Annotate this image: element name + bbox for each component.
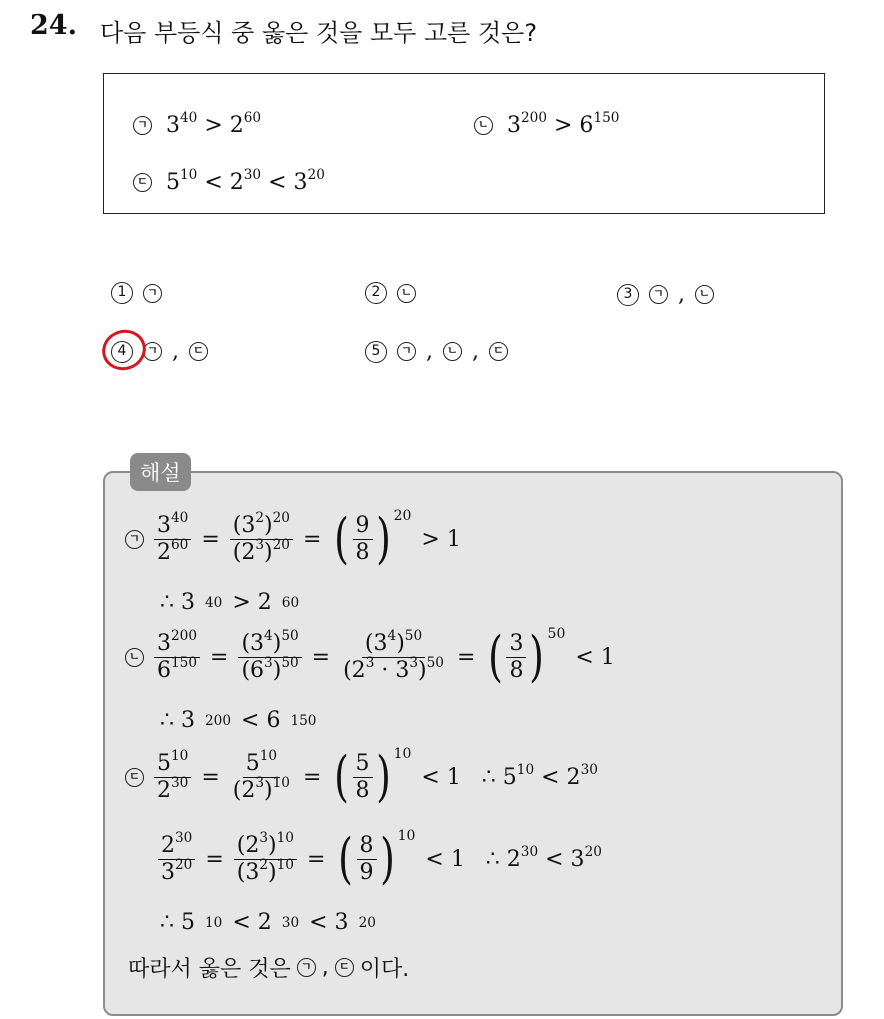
solution-c-2: $\frac{2^{30}}{3^{20}}$ = $\frac{(2^3)^{10}}{(3^2)^{10}}$ = ( $\frac{8}{9}$ ) 10 < 1 ∴ $2^{30} < 3^{20}$ xyxy=(158,832,602,886)
question-number: 24. xyxy=(30,10,77,41)
mark-icon: ㄷ xyxy=(189,342,208,361)
solution-a: ㄱ $\frac{3^{40}}{2^{60}}$ = $\frac{(3^2)^{20}}{(2^3)^{20}}$ = ( $\frac{9}{8}$ ) 20 > 1 xyxy=(125,512,461,566)
statement-b-mark: ㄴ xyxy=(474,116,493,135)
statement-c-expr: $5^{10} < 2^{30} < 3^{20}$ xyxy=(166,166,325,195)
solution-final: 따라서 옳은 것은 ㄱ , ㄷ 이다. xyxy=(128,952,409,983)
statement-a-mark: ㄱ xyxy=(133,116,152,135)
answer-red-circle xyxy=(97,324,151,376)
mark-icon: ㄱ xyxy=(125,530,144,549)
mark-icon: ㄱ xyxy=(649,285,668,304)
option-number: 2 xyxy=(365,282,387,304)
statement-b-expr: $3^{200} > 6^{150}$ xyxy=(507,109,620,138)
option-5[interactable]: 5 ㄱ , ㄴ , ㄷ xyxy=(365,339,508,364)
final-suffix: 이다. xyxy=(359,957,410,982)
option-3[interactable]: 3 ㄱ , ㄴ xyxy=(617,282,714,307)
option-number: 1 xyxy=(111,282,133,304)
option-number: 5 xyxy=(365,341,387,363)
mark-icon: ㄱ xyxy=(143,284,162,303)
option-1[interactable] xyxy=(111,282,162,304)
statement-c-mark: ㄷ xyxy=(133,173,152,192)
solution-tag: 해설 xyxy=(130,453,191,491)
solution-c-1: ㄷ $\frac{5^{10}}{2^{30}}$ = $\frac{5^{10}}{(2^3)^{10}}$ = ( $\frac{5}{8}$ ) 10 < 1 ∴ $5^{10} < 2^{30}$ xyxy=(125,750,598,804)
mark-icon: ㄱ xyxy=(297,958,316,977)
mark-icon: ㄴ xyxy=(397,284,416,303)
option-number: 3 xyxy=(617,284,639,306)
statement-a-expr: $3^{40} > 2^{60}$ xyxy=(166,109,262,138)
mark-icon: ㄴ xyxy=(695,285,714,304)
solution-c-conclusion: ∴ 5 10 < 2 30 < 3 20 xyxy=(160,910,376,935)
statement-c xyxy=(133,166,325,195)
solution-b: ㄴ $\frac{3^{200}}{6^{150}}$ = $\frac{(3^4)^{50}}{(6^3)^{50}}$ = $\frac{(3^4)^{50}}{(2^3 \cdot 3^3)^{50}}$ = ( $\frac{3}{8}$ ) 50 < 1 xyxy=(125,630,615,684)
question-text: 다음 부등식 중 옳은 것을 모두 고른 것은? xyxy=(100,19,538,47)
option-4[interactable]: 4 ㄱ , ㄷ xyxy=(111,339,208,364)
mark-icon: ㄱ xyxy=(397,342,416,361)
mark-icon: ㄴ xyxy=(443,342,462,361)
option-number: 4 xyxy=(111,341,133,363)
solution-a-conclusion: ∴ 3 40 > 2 60 xyxy=(160,590,300,615)
solution-b-conclusion: ∴ 3 200 < 6 150 xyxy=(160,708,317,733)
mark-icon: ㄷ xyxy=(125,768,144,787)
mark-icon: ㄴ xyxy=(125,648,144,667)
mark-icon: ㄷ xyxy=(489,342,508,361)
final-prefix: 따라서 옳은 것은 xyxy=(128,957,291,982)
mark-icon: ㄷ xyxy=(335,958,354,977)
option-2[interactable] xyxy=(365,282,416,304)
mark-icon: ㄱ xyxy=(143,342,162,361)
statement-b xyxy=(474,109,620,138)
statement-a xyxy=(133,109,262,138)
